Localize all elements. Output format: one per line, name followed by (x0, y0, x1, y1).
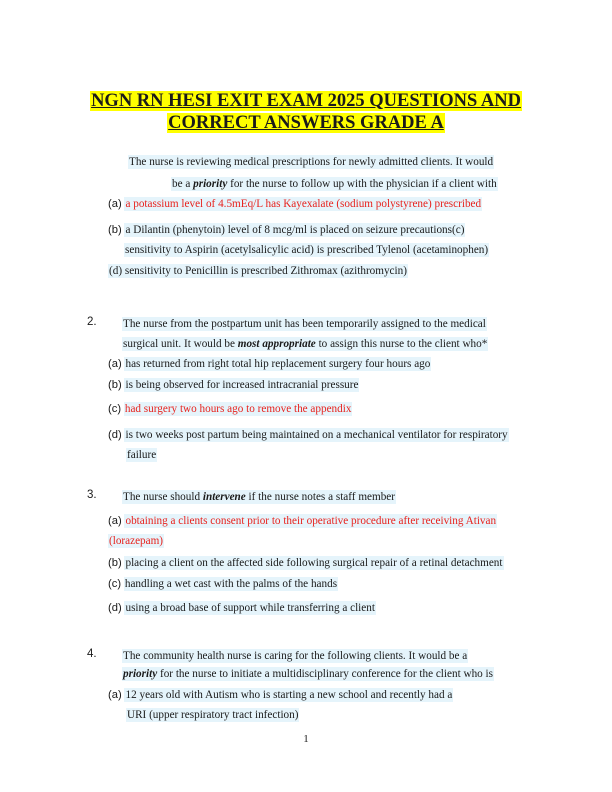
q4-stem-line-1: The community health nurse is caring for the following clients. It would be a (123, 650, 468, 662)
q1-stem-line-1: The nurse is reviewing medical prescriptions for newly admitted clients. It would (129, 156, 494, 168)
q2-stem-line-2: surgical unit. It would be most appropriate to assign this nurse to the client who* (123, 338, 488, 350)
q2-option-c: (c) had surgery two hours ago to remove the appendix (108, 403, 352, 415)
q3-option-a-continued: (lorazepam) (109, 535, 164, 547)
q3-option-a: (a) obtaining a clients consent prior to their operative procedure after receiving Ativan (108, 515, 497, 527)
q2-option-b: (b) is being observed for increased intracranial pressure (108, 379, 359, 391)
q2-option-d-continued: failure (127, 449, 157, 461)
q3-option-c: (c) handling a wet cast with the palms of the hands (108, 578, 338, 590)
q2-number: 2. (87, 316, 97, 328)
q1-option-a: (a) a potassium level of 4.5mEq/L has Kayexalate (sodium polystyrene) prescribed (108, 198, 482, 210)
page-number: 1 (303, 733, 309, 745)
document-title-line-2: CORRECT ANSWERS GRADE A (168, 113, 444, 133)
q3-stem: The nurse should intervene if the nurse notes a staff member (123, 491, 395, 503)
q4-option-a: (a) 12 years old with Autism who is starting a new school and recently had a (108, 689, 453, 701)
q1-option-d: (d) sensitivity to Penicillin is prescribed Zithromax (azithromycin) (109, 265, 407, 277)
document-title-line-1: NGN RN HESI EXIT EXAM 2025 QUESTIONS AND (91, 91, 521, 111)
q2-option-d: (d) is two weeks post partum being maintained on a mechanical ventilator for respiratory (108, 429, 508, 441)
q1-option-b: (b) a Dilantin (phenytoin) level of 8 mcg/ml is placed on seizure precautions(c) (108, 224, 465, 236)
q2-option-a: (a) has returned from right total hip replacement surgery four hours ago (108, 358, 431, 370)
q4-option-a-continued: URI (upper respiratory tract infection) (127, 709, 299, 721)
q3-option-d: (d) using a broad base of support while transferring a client (108, 602, 375, 614)
q1-stem-line-2: be a priority for the nurse to follow up with the physician if a client with (172, 178, 497, 190)
q1-option-c: sensitivity to Aspirin (acetylsalicylic acid) is prescribed Tylenol (acetaminophen) (125, 244, 489, 256)
q4-stem-line-2: priority for the nurse to initiate a multidisciplinary conference for the client who is (123, 668, 494, 680)
q3-option-b: (b) placing a client on the affected side following surgical repair of a retinal detachment (108, 557, 503, 569)
q4-number: 4. (87, 648, 97, 660)
q3-number: 3. (87, 489, 97, 501)
q2-stem-line-1: The nurse from the postpartum unit has been temporarily assigned to the medical (123, 318, 486, 330)
